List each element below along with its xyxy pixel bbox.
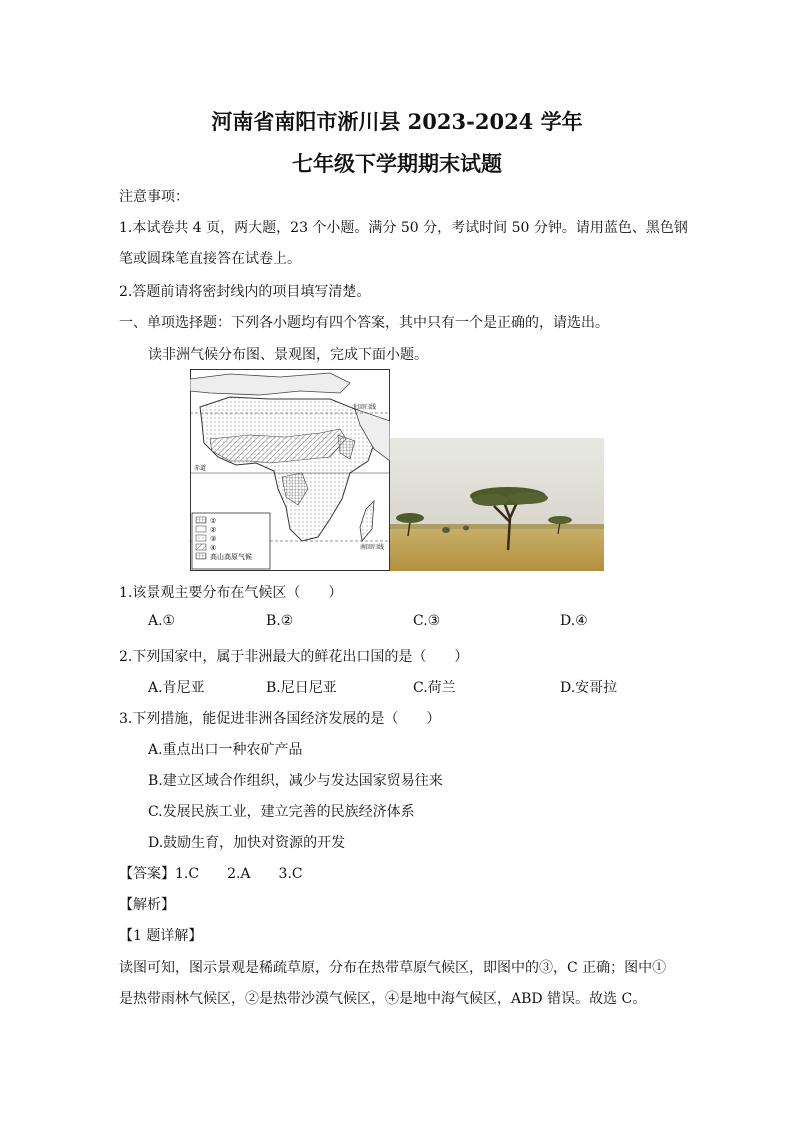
q2-option-b: B.尼日尼亚 (266, 680, 337, 696)
doc-title-line2: 七年级下学期期末试题 (292, 151, 502, 176)
explanation-line-1: 读图可知，图示景观是稀疏草原，分布在热带草原气候区，即图中的③，C 正确；图中① (119, 960, 667, 976)
q1-option-c: C.③ (413, 613, 441, 629)
equator-label: 赤道 (194, 465, 207, 472)
q2-option-d: D.安哥拉 (560, 680, 618, 696)
q1-detail-heading: 【1 题详解】 (119, 928, 203, 944)
europe-shape (190, 373, 350, 395)
q2-option-c: C.荷兰 (413, 680, 456, 696)
legend-item-1: ① (210, 517, 217, 525)
notes-header: 注意事项： (119, 189, 189, 205)
africa-climate-map (190, 369, 390, 571)
answer-line: 【答案】1.C 2.A 3.C (119, 866, 303, 882)
doc-title-line1: 河南省南阳市淅川县 2023-2024 学年 (211, 109, 583, 134)
question-2: 2.下列国家中，属于非洲最大的鲜花出口国的是（ ） (119, 649, 469, 665)
section-1-heading: 一、单项选择题：下列各小题均有四个答案，其中只有一个是正确的，请选出。 (119, 315, 609, 331)
q2-option-a: A.肯尼亚 (148, 680, 205, 696)
q1-option-b: B.② (266, 613, 294, 629)
tropic-cancer-label: 北回归线 (352, 404, 377, 411)
legend-item-2: ② (210, 526, 217, 534)
note-1b: 笔或圆珠笔直接答在试卷上。 (119, 251, 301, 267)
q3-option-d: D.鼓励生育，加快对资源的开发 (148, 835, 346, 851)
note-1a: 1.本试卷共 4 页，两大题，23 个小题。满分 50 分，考试时间 50 分钟。请用蓝色、黑色钢 (119, 220, 688, 236)
analysis-heading: 【解析】 (119, 897, 175, 913)
savanna-landscape-photo (390, 438, 604, 571)
question-3: 3.下列措施，能促进非洲各国经济发展的是（ ） (119, 711, 441, 727)
tropic-capricorn-label: 南回归线 (360, 544, 385, 551)
question-1: 1.该景观主要分布在气候区（ ） (119, 585, 343, 601)
legend-item-3: ③ (210, 535, 217, 543)
explanation-line-2: 是热带雨林气候区，②是热带沙漠气候区，④是地中海气候区，ABD 错误。故选 C。 (119, 991, 647, 1007)
q1-option-d: D.④ (560, 613, 588, 629)
legend-item-4: ④ (210, 544, 217, 552)
q1-option-a: A.① (148, 613, 176, 629)
africa-map-svg (190, 369, 390, 571)
q3-option-a: A.重点出口一种农矿产品 (148, 742, 303, 758)
savanna-photo-svg (390, 438, 604, 571)
legend-item-5: 高山高原气候 (210, 553, 252, 561)
question-intro: 读非洲气候分布图、景观图，完成下面小题。 (148, 347, 428, 363)
q3-option-c: C.发展民族工业，建立完善的民族经济体系 (148, 804, 415, 820)
q3-option-b: B.建立区域合作组织，减少与发达国家贸易往来 (148, 773, 443, 789)
note-2: 2.答题前请将密封线内的项目填写清楚。 (119, 284, 371, 300)
